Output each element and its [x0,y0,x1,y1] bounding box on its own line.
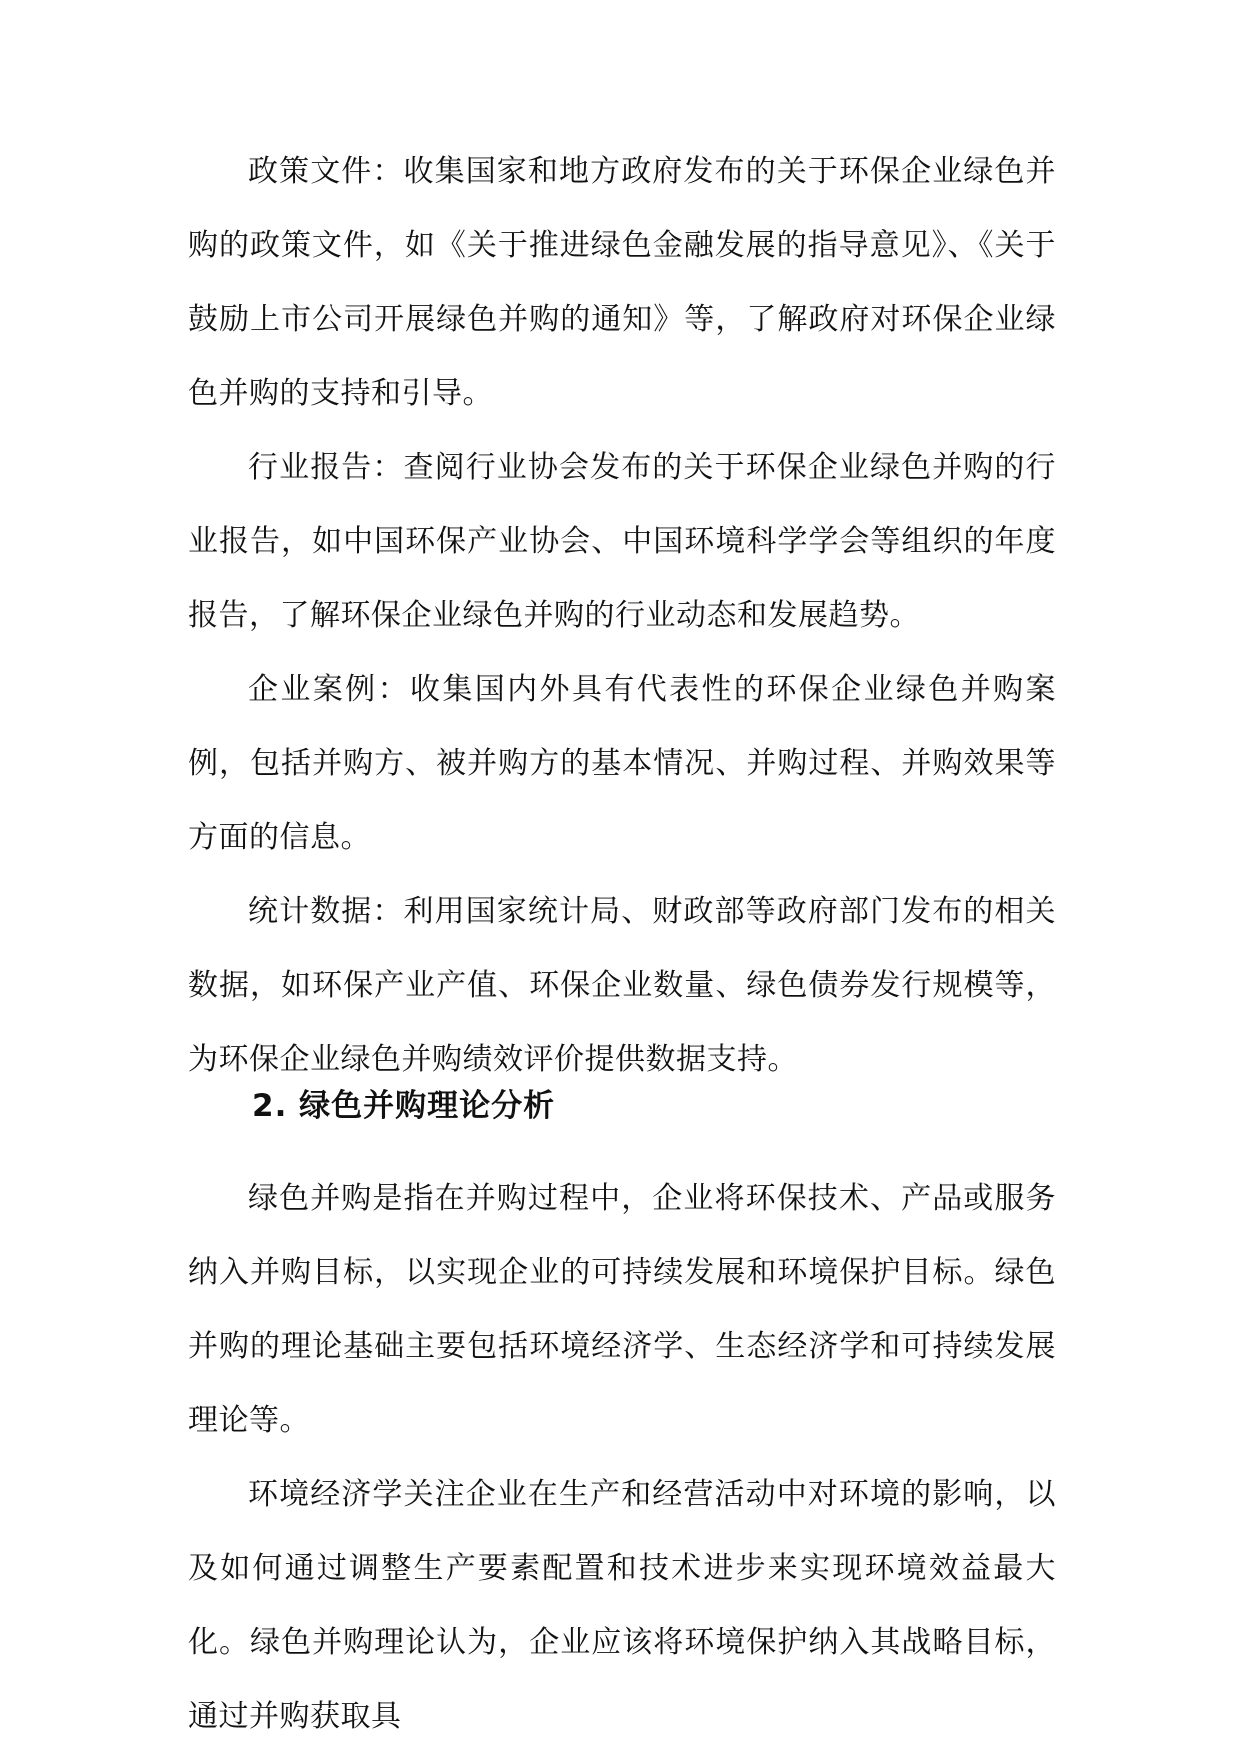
paragraph-environmental-economics: 环境经济学关注企业在生产和经营活动中对环境的影响，以及如何通过调整生产要素配置和技术进步来实现环境效益最大化。绿色并购理论认为，企业应该将环境保护纳入其战略目标，通过并购获取具 [188,1477,1056,1734]
paragraph-policy-documents: 政策文件：收集国家和地方政府发布的关于环保企业绿色并购的政策文件，如《关于推进绿色金融发展的指导意见》、《关于鼓励上市公司开展绿色并购的通知》等，了解政府对环保企业绿色并购的支持和引导。 [188,154,1056,411]
paragraph-statistical-data: 统计数据：利用国家统计局、财政部等政府部门发布的相关数据，如环保产业产值、环保企业数量、绿色债券发行规模等，为环保企业绿色并购绩效评价提供数据支持。 [188,894,1056,1077]
body-text-top [188,135,1056,1097]
paragraph-industry-reports: 行业报告：查阅行业协会发布的关于环保企业绿色并购的行业报告，如中国环保产业协会、中国环境科学学会等组织的年度报告，了解环保企业绿色并购的行业动态和发展趋势。 [188,450,1056,633]
paragraph-green-ma-definition: 绿色并购是指在并购过程中，企业将环保技术、产品或服务纳入并购目标，以实现企业的可持续发展和环境保护目标。绿色并购的理论基础主要包括环境经济学、生态经济学和可持续发展理论等。 [188,1181,1056,1438]
section-heading: 2. 绿色并购理论分析 [252,1088,556,1124]
paragraph-enterprise-cases: 企业案例：收集国内外具有代表性的环保企业绿色并购案例，包括并购方、被并购方的基本情况、并购过程、并购效果等方面的信息。 [188,672,1056,855]
body-text-bottom [188,1162,1056,1754]
